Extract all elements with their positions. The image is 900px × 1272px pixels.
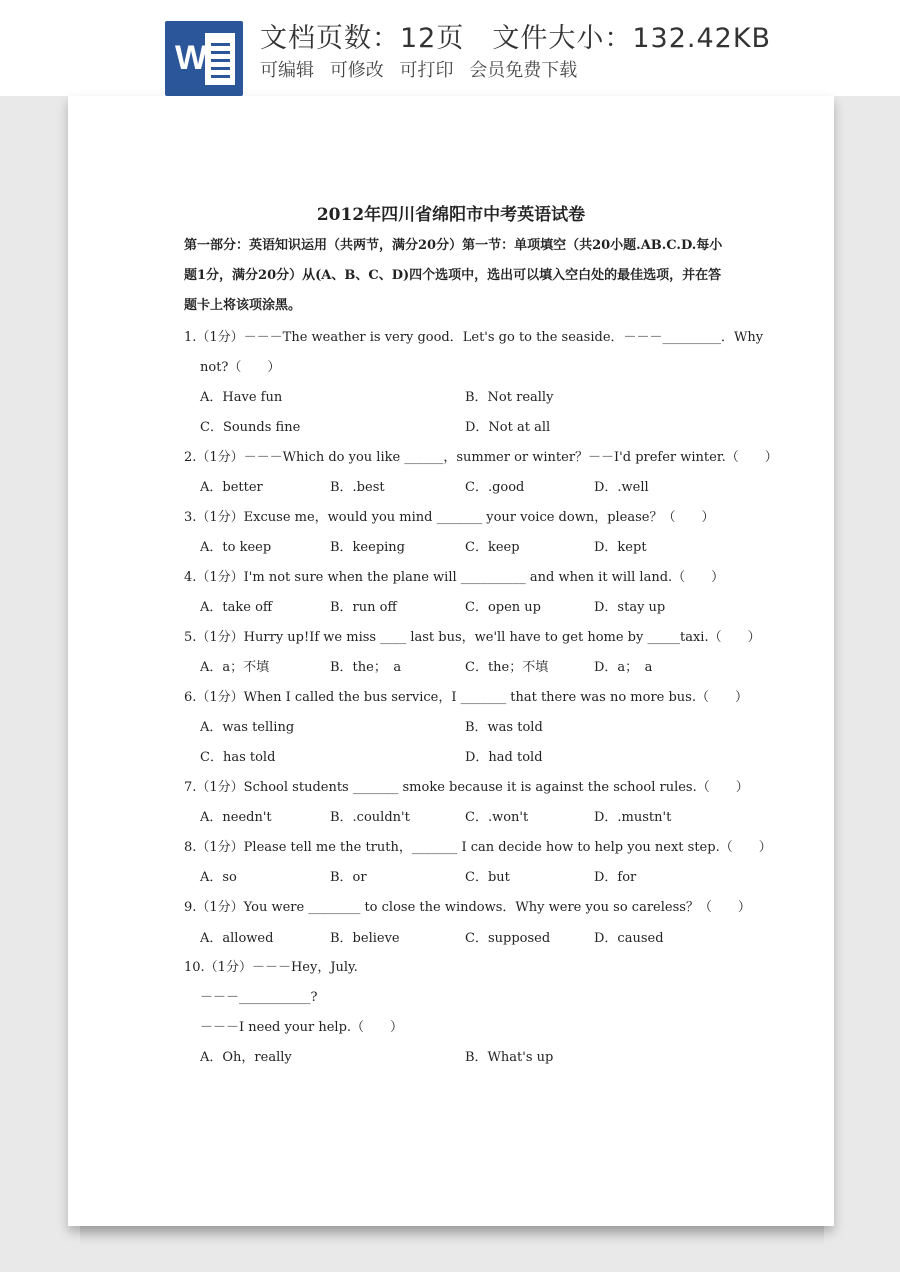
feature-modifiable: 可修改 <box>329 60 384 81</box>
q8-option-c: C．but <box>465 870 510 885</box>
word-doc-icon <box>165 21 243 96</box>
q4-option-a: A．take off <box>200 600 273 615</box>
q1-option-b: B．Not really <box>465 390 554 405</box>
q5-option-d: D．a； a <box>594 660 653 675</box>
q9-option-c: C．supposed <box>465 931 551 946</box>
q9-option-d: D．caused <box>594 931 664 946</box>
header-banner <box>0 0 900 96</box>
question-3: 3.（1分）Excuse me，would you mind _______ your voice down，please？（ ） <box>184 510 715 525</box>
q1-option-c: C．Sounds fine <box>200 420 301 435</box>
q2-option-d: D．.well <box>594 480 649 495</box>
question-10-line2: －－－___________? <box>200 990 318 1005</box>
q4-option-b: B．run off <box>330 600 397 615</box>
document-page <box>68 96 834 1226</box>
question-1-cont: not?（ ） <box>200 360 281 375</box>
q5-option-c: C．the；不填 <box>465 660 549 675</box>
question-9: 9.（1分）You were ________ to close the windows．Why were you so careless？（ ） <box>184 900 751 915</box>
question-6: 6.（1分）When I called the bus service，I _______ that there was no more bus.（ ） <box>184 690 748 705</box>
q10-option-b: B．What's up <box>465 1050 554 1065</box>
word-w-letter: W <box>174 39 208 77</box>
q7-option-b: B．.couldn't <box>330 810 410 825</box>
q4-option-d: D．stay up <box>594 600 666 615</box>
doc-lines-icon <box>205 33 235 85</box>
question-7: 7.（1分）School students _______ smoke because it is against the school rules.（ ） <box>184 780 749 795</box>
feature-list <box>260 56 587 82</box>
section-instructions: 第一部分：英语知识运用（共两节，满分20分）第一节：单项填空（共20小题.AB.C.D.每小题1分，满分20分）从(A、B、C、D)四个选项中，选出可以填入空白处的最佳选项，并在答题卡上将该项涂黑。 <box>184 238 723 313</box>
q1-option-a: A．Have fun <box>200 390 283 405</box>
question-4: 4.（1分）I'm not sure when the plane will __________ and when it will land.（ ） <box>184 570 725 585</box>
q5-option-b: B．the； a <box>330 660 402 675</box>
q9-option-b: B．believe <box>330 931 400 946</box>
q3-option-d: D．kept <box>594 540 647 555</box>
question-5: 5.（1分）Hurry up!If we miss ____ last bus，we'll have to get home by _____taxi.（ ） <box>184 630 761 645</box>
q3-option-c: C．keep <box>465 540 520 555</box>
q6-option-c: C．has told <box>200 750 276 765</box>
q2-option-b: B．.best <box>330 480 385 495</box>
q4-option-c: C．open up <box>465 600 541 615</box>
feature-member-download: 会员免费下载 <box>469 60 578 81</box>
q2-option-a: A．better <box>200 480 263 495</box>
file-info-title <box>260 16 771 55</box>
question-8: 8.（1分）Please tell me the truth，_______ I can decide how to help you next step.（ ） <box>184 840 772 855</box>
exam-title: 2012年四川省绵阳市中考英语试卷 <box>316 205 586 225</box>
question-1: 1.（1分）－－－The weather is very good．Let's go to the seaside．－－－_________．Why <box>184 330 764 345</box>
q6-option-a: A．was telling <box>200 720 295 735</box>
question-2: 2.（1分）－－－Which do you like ______，summer or winter？－－I'd prefer winter.（ ） <box>184 450 778 465</box>
q8-option-a: A．so <box>200 870 237 885</box>
q2-option-c: C．.good <box>465 480 525 495</box>
paper-shadow <box>80 1226 824 1246</box>
q9-option-a: A．allowed <box>200 931 274 946</box>
page-count: 文档页数：12页 <box>260 23 465 54</box>
file-size: 文件大小：132.42KB <box>492 23 772 54</box>
q8-option-d: D．for <box>594 870 637 885</box>
q1-option-d: D．Not at all <box>465 420 551 435</box>
feature-editable: 可编辑 <box>260 60 314 81</box>
q5-option-a: A．a；不填 <box>200 660 270 675</box>
q7-option-c: C．.won't <box>465 810 529 825</box>
q10-option-a: A．Oh，really <box>200 1050 292 1065</box>
feature-printable: 可打印 <box>399 60 454 81</box>
q7-option-d: D．.mustn't <box>594 810 672 825</box>
q6-option-b: B．was told <box>465 720 543 735</box>
q6-option-d: D．had told <box>465 750 543 765</box>
question-10-line3: －－－I need your help.（ ） <box>200 1020 404 1035</box>
q7-option-a: A．needn't <box>200 810 272 825</box>
question-10: 10.（1分）－－－Hey，July. <box>184 960 358 975</box>
q3-option-a: A．to keep <box>200 540 272 555</box>
q3-option-b: B．keeping <box>330 540 405 555</box>
q8-option-b: B．or <box>330 870 367 885</box>
